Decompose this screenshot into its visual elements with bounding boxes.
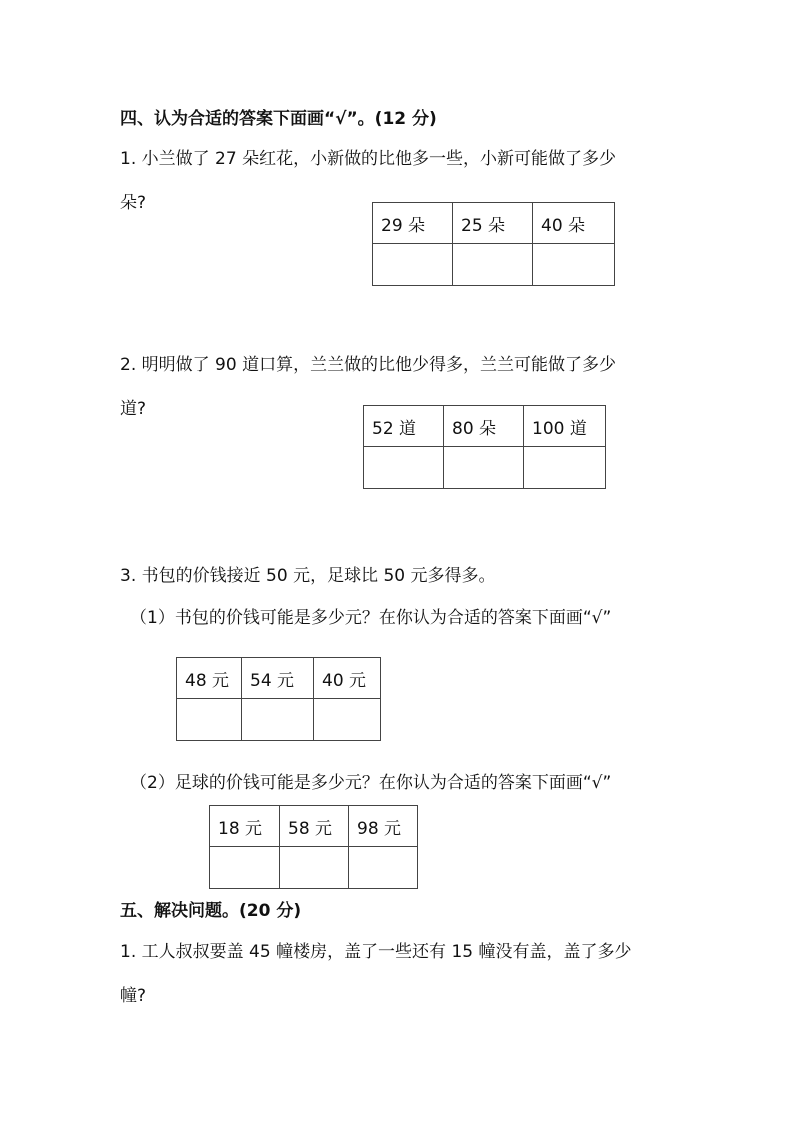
q3-sub2-options-table bbox=[209, 805, 418, 889]
q2-option-3: 100 道 bbox=[524, 406, 606, 447]
q3-sub1-options-table bbox=[176, 657, 381, 741]
q3-sub1-option-3: 40 元 bbox=[314, 658, 381, 699]
q1-text-line2: 朵? bbox=[120, 193, 147, 213]
q3-text: 3. 书包的价钱接近 50 元，足球比 50 元多得多。 bbox=[120, 566, 496, 586]
q1-options-table bbox=[372, 202, 615, 286]
q3-sub1-options-row bbox=[177, 658, 381, 699]
q3-sub1-answer-cell-3[interactable] bbox=[314, 699, 381, 741]
s5-q1-text-line2: 幢? bbox=[120, 986, 147, 1006]
q3-sub1-option-1: 48 元 bbox=[177, 658, 242, 699]
q3-sub2-answer-cell-1[interactable] bbox=[210, 847, 280, 889]
q2-option-1: 52 道 bbox=[364, 406, 444, 447]
q3-sub2-option-3: 98 元 bbox=[349, 806, 418, 847]
s5-q1-text-line1: 1. 工人叔叔要盖 45 幢楼房，盖了一些还有 15 幢没有盖，盖了多少 bbox=[120, 942, 632, 962]
q1-answer-cell-1[interactable] bbox=[373, 244, 453, 286]
q3-sub2-answer-cell-2[interactable] bbox=[280, 847, 349, 889]
q2-text-line2: 道? bbox=[120, 399, 147, 419]
q1-options-row bbox=[373, 203, 615, 244]
q2-answer-cell-3[interactable] bbox=[524, 447, 606, 489]
q1-option-3: 40 朵 bbox=[533, 203, 615, 244]
q1-answer-cell-3[interactable] bbox=[533, 244, 615, 286]
q3-sub2-answer-row bbox=[210, 847, 418, 889]
q3-sub1-answer-cell-2[interactable] bbox=[242, 699, 314, 741]
q2-answer-cell-1[interactable] bbox=[364, 447, 444, 489]
q3-sub2-answer-cell-3[interactable] bbox=[349, 847, 418, 889]
q2-answer-row bbox=[364, 447, 606, 489]
section5-title: 五、解决问题。(20 分) bbox=[120, 901, 302, 921]
q3-sub2-option-1: 18 元 bbox=[210, 806, 280, 847]
q2-option-2: 80 朵 bbox=[444, 406, 524, 447]
q2-options-table bbox=[363, 405, 606, 489]
q3-sub2-text: （2）足球的价钱可能是多少元？在你认为合适的答案下面画“√” bbox=[130, 773, 612, 793]
q3-sub2-option-2: 58 元 bbox=[280, 806, 349, 847]
q1-option-2: 25 朵 bbox=[453, 203, 533, 244]
q3-sub1-option-2: 54 元 bbox=[242, 658, 314, 699]
q1-option-1: 29 朵 bbox=[373, 203, 453, 244]
q2-answer-cell-2[interactable] bbox=[444, 447, 524, 489]
q3-sub1-text: （1）书包的价钱可能是多少元？在你认为合适的答案下面画“√” bbox=[130, 608, 612, 628]
q1-answer-cell-2[interactable] bbox=[453, 244, 533, 286]
section4-title: 四、认为合适的答案下面画“√”。(12 分) bbox=[120, 109, 437, 129]
q3-sub1-answer-cell-1[interactable] bbox=[177, 699, 242, 741]
q3-sub2-options-row bbox=[210, 806, 418, 847]
q1-text-line1: 1. 小兰做了 27 朵红花，小新做的比他多一些，小新可能做了多少 bbox=[120, 149, 617, 169]
q2-options-row bbox=[364, 406, 606, 447]
q2-text-line1: 2. 明明做了 90 道口算，兰兰做的比他少得多，兰兰可能做了多少 bbox=[120, 355, 617, 375]
q1-answer-row bbox=[373, 244, 615, 286]
q3-sub1-answer-row bbox=[177, 699, 381, 741]
